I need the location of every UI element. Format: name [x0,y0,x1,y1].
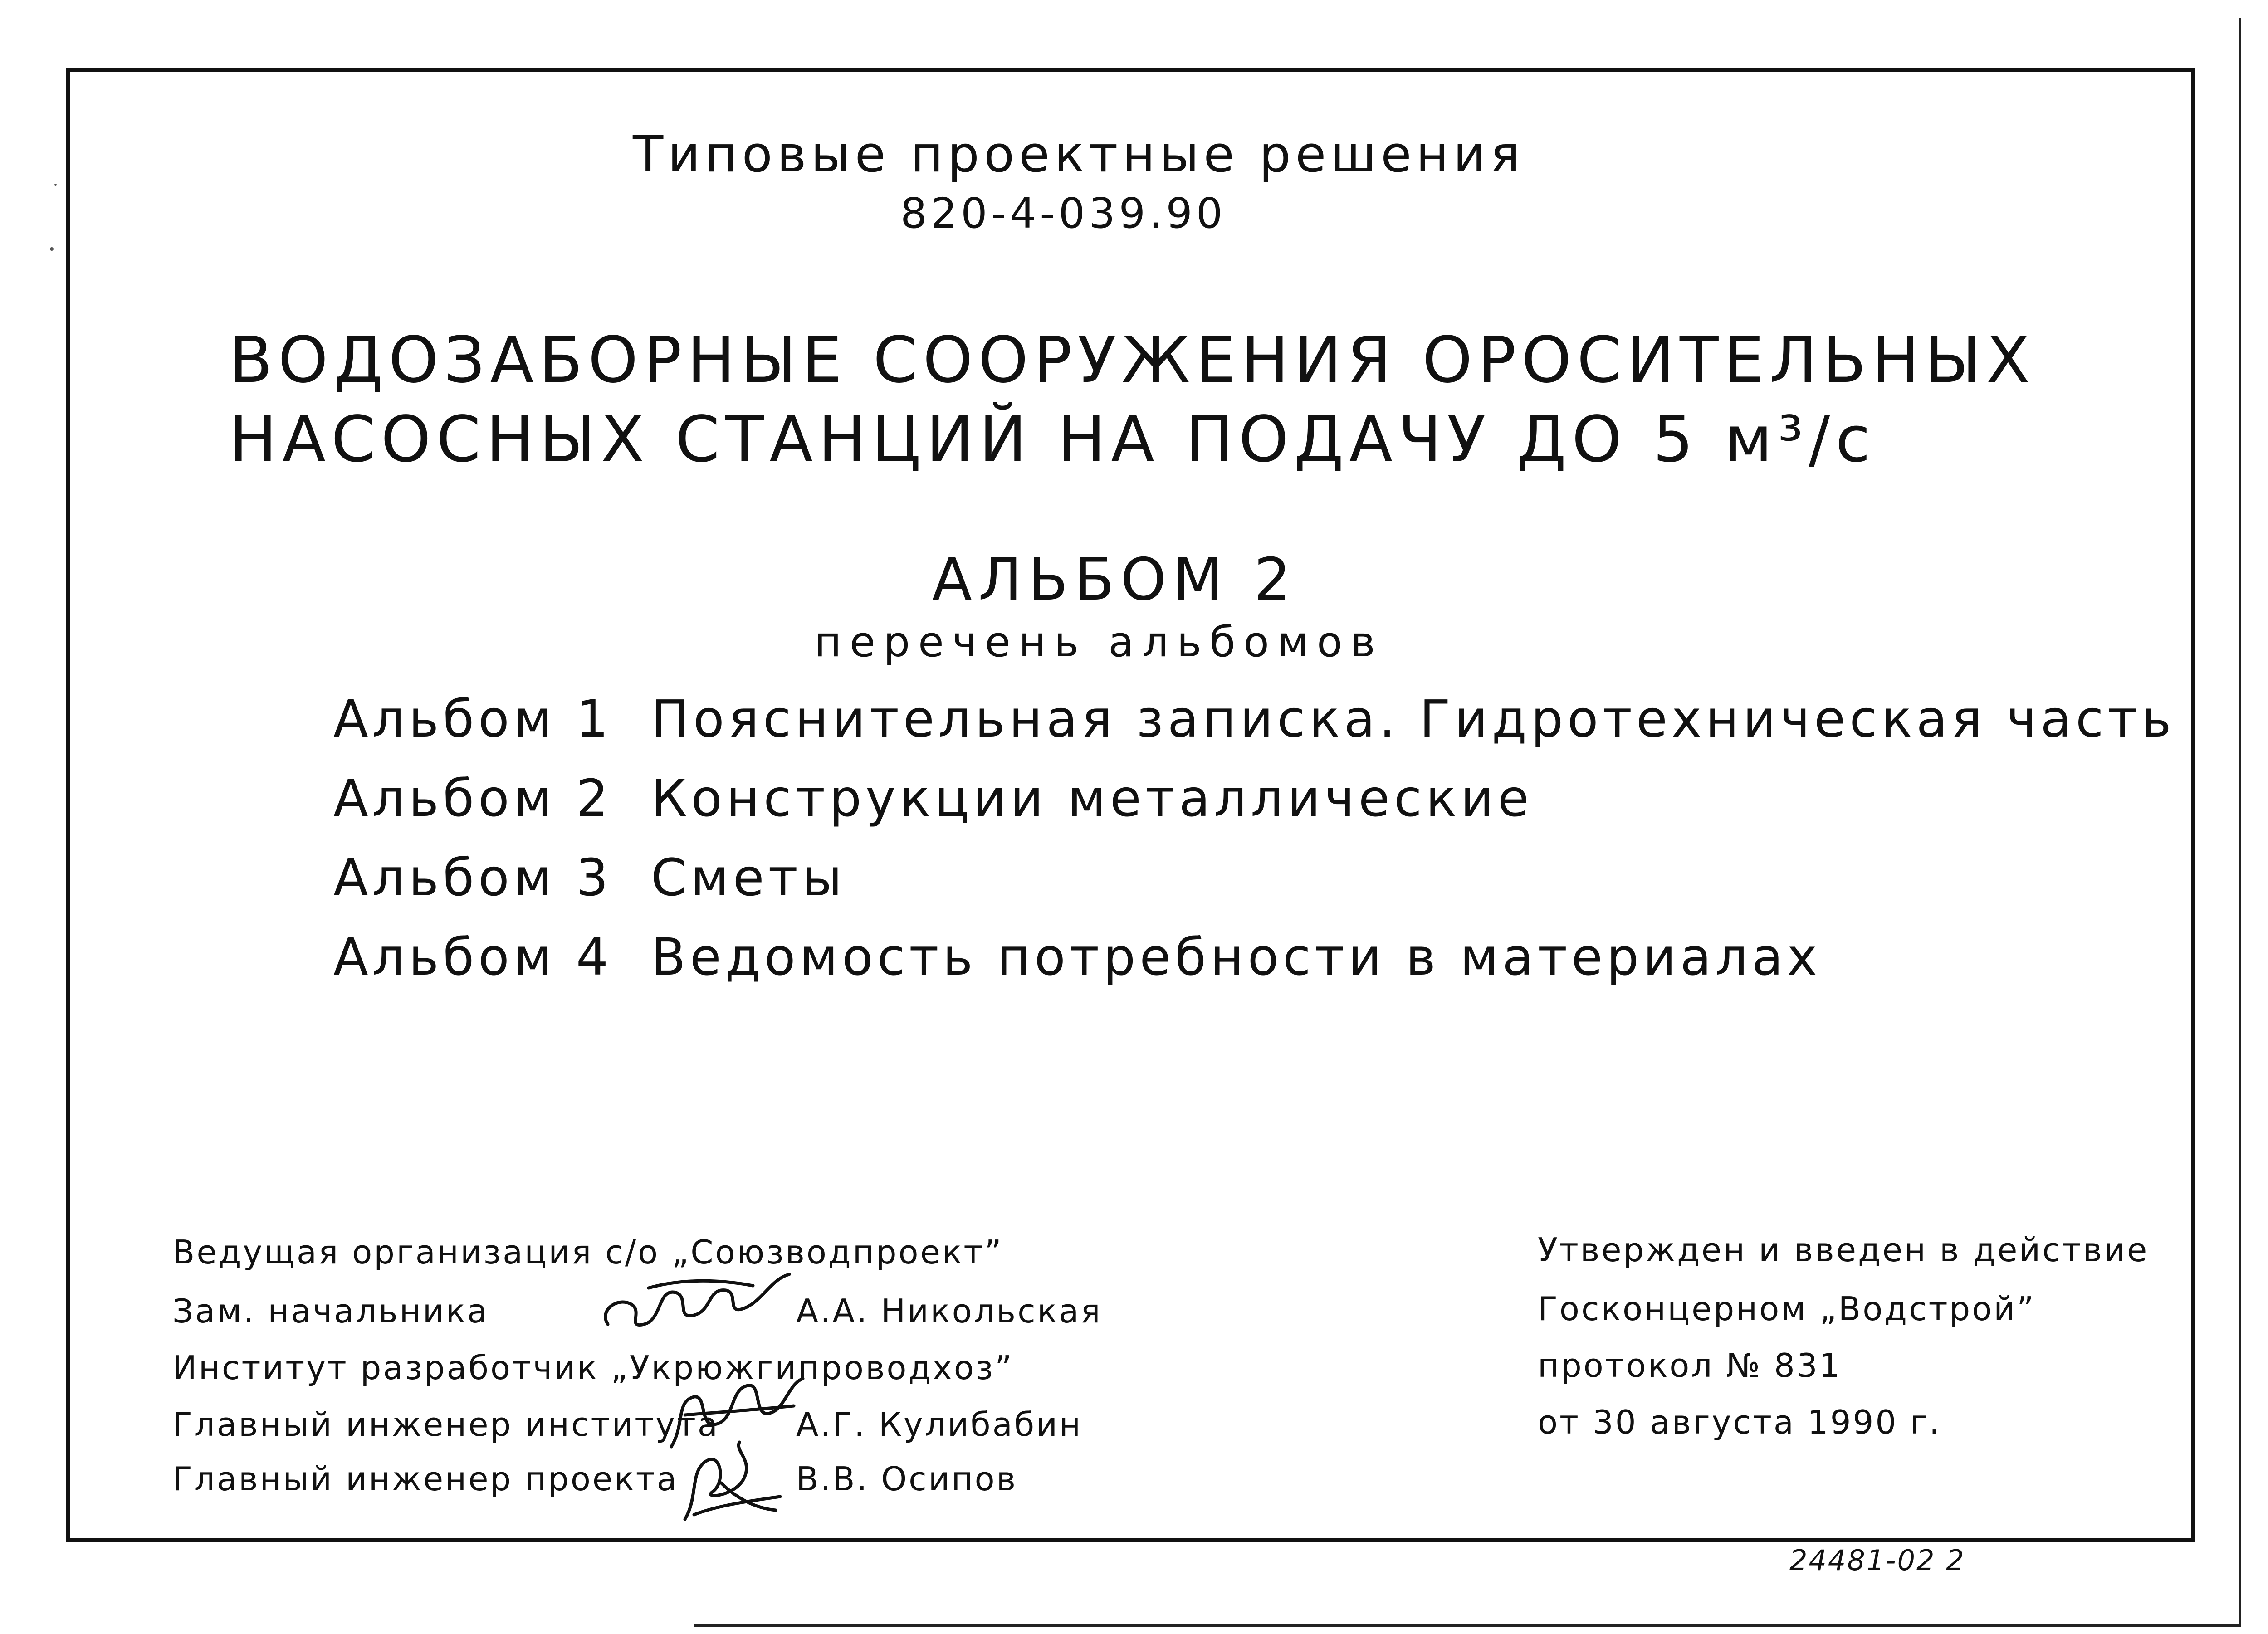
chief-project-role: Главный инженер проекта [172,1460,679,1498]
series-code: 820-4-039.90 [900,189,1227,238]
chief-institute-role: Главный инженер института [172,1405,719,1444]
chief-project-line [172,1460,1018,1498]
album-list-heading: перечень альбомов [814,618,1383,666]
album-label: Альбом 3 [333,849,613,907]
approval-line-1: Утвержден и введен в действие [1538,1231,2149,1269]
album-label: Альбом 1 [333,690,613,749]
main-title-line-1: ВОДОЗАБОРНЫЕ СООРУЖЕНИЯ ОРОСИТЕЛЬНЫХ [229,323,2035,397]
album-label: Альбом 4 [333,928,613,987]
album-title: Пояснительная записка. Гидротехническая часть [651,690,2175,749]
approval-date: от 30 августа 1990 г. [1538,1403,1941,1441]
album-list-item [333,928,1822,987]
album-label: Альбом 2 [333,769,613,828]
deputy-role: Зам. начальника [172,1292,489,1330]
album-title: Конструкции металлические [651,769,1533,828]
approval-protocol: протокол № 831 [1538,1346,1842,1385]
album-list-item [333,849,846,907]
document-number: 24481-02 2 [1789,1544,1965,1577]
album-list-item [333,690,2175,749]
sheet-edge-right [2239,18,2241,1624]
album-title: Ведомость потребности в материалах [651,928,1822,987]
chief-institute-name: А.Г. Кулибабин [796,1405,1083,1444]
main-title-line-2: НАСОСНЫХ СТАНЦИЙ НА ПОДАЧУ ДО 5 м³/с [229,403,1876,477]
deputy-signature [590,1261,798,1342]
series-title: Типовые проектные решения [633,125,1525,183]
lead-organization: Ведущая организация с/о „Союзводпроект” [172,1233,1003,1271]
album-list-item [333,769,1533,828]
scan-speck [50,247,54,251]
chief-project-name: В.В. Осипов [796,1460,1018,1498]
developer-institute: Институт разработчик „Укрюжгипроводхоз” [172,1349,1014,1387]
chief-project-signature [667,1429,789,1533]
sheet-edge-bottom [694,1624,2241,1627]
approval-line-2: Госконцерном „Водстрой” [1538,1290,2036,1328]
deputy-name: А.А. Никольская [796,1292,1102,1330]
album-heading: АЛЬБОМ 2 [932,546,1297,614]
scan-speck [54,184,57,186]
chief-institute-line [172,1405,1083,1444]
album-title: Сметы [651,849,846,907]
